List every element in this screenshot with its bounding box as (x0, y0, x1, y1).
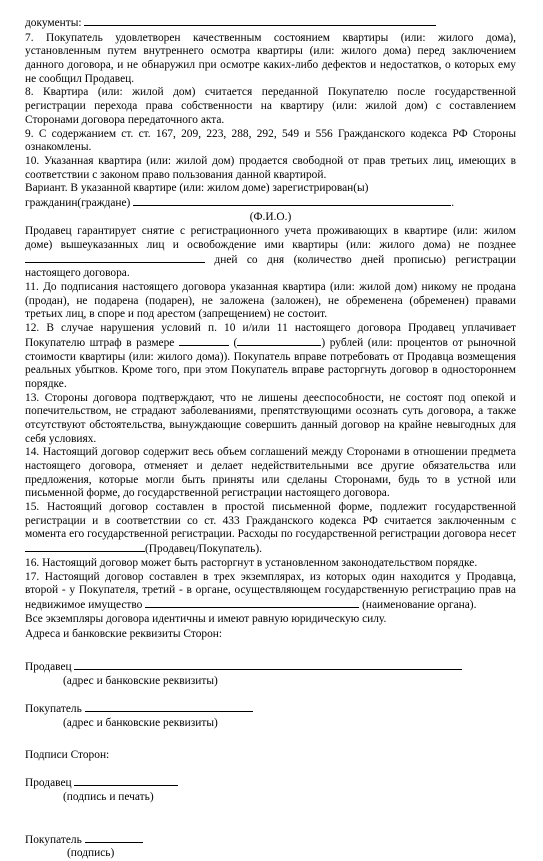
clause-10: 10. Указанная квартира (или: жилой дом) продается свободной от прав третьих лиц, имеющих в соответствии с законом право пользования данной квартирой. (25, 154, 516, 181)
buyer-signature-line (25, 833, 516, 848)
seller-requisites-line (25, 660, 516, 675)
clause-7: 7. Покупатель удовлетворен качественным состоянием квартиры (или: жилого дома), установленным путем внутреннего осмотра квартиры (или: жилого дома) перед заключением данного договора, и не обнаружил при осмотре каких-либо дефектов и недостатков, о которых ему не сообщил Продавец. (25, 31, 516, 85)
seller-guarantee (25, 225, 516, 281)
payer-blank (25, 542, 145, 552)
clause-12-text-c: ) рублей (или: процентов от рыночной стоимости квартиры (или: жилого дома)). Покупатель вправе потребовать от Продавца возмещения реальных убытков. Кроме того, при этом Покупатель вправе расторгнуть договор в одностороннем порядке. (25, 336, 516, 390)
seller-signature-line (25, 776, 516, 791)
fine-words-blank (237, 336, 321, 346)
buyer-requisites-label: Покупатель (25, 703, 82, 716)
clause-17-text-c: (наименование органа). (362, 598, 477, 611)
fine-amount-blank (179, 336, 229, 346)
authority-blank (145, 598, 359, 608)
seller-signature-blank (74, 776, 178, 786)
seller-requisites-caption: (адрес и банковские реквизиты) (63, 674, 218, 687)
seller-requisites-blank (74, 660, 462, 670)
buyer-signature-blank (85, 833, 143, 843)
clause-8: 8. Квартира (или: жилой дом) считается переданной Покупателю после государственной регистрации перехода права собственности на квартиру (или: жилой дом) с составлением Сторонами договора передаточного акта. (25, 86, 516, 126)
documents-label: документы: (25, 17, 82, 29)
clause-15-text-b: несет (489, 528, 516, 541)
seller-requisites-label: Продавец (25, 660, 72, 673)
clause-15 (25, 501, 516, 557)
clause-9: 9. С содержанием ст. ст. 167, 209, 223, 288, 292, 549 и 556 Гражданского кодекса РФ Стороны ознакомлены. (25, 127, 516, 154)
clause-16: 16. Настоящий договор может быть расторгнут в установленном законодательством порядке. (25, 556, 478, 569)
clause-17 (25, 571, 516, 613)
days-blank (25, 253, 205, 263)
buyer-signature-label: Покупатель (25, 833, 82, 846)
clause-14: 14. Настоящий договор содержит весь объем соглашений между Сторонами в отношении предмета настоящего договора, отменяет и делает недействительными все другие обязательства или предложения, которые могли быть приняты или сделаны Сторонами, будь то в устной или письменной форме, до государственной регистрации настоящего договора. (25, 446, 516, 500)
buyer-requisites-line (25, 702, 516, 717)
clause-12 (25, 322, 516, 391)
citizens-label: гражданин(граждане) (25, 196, 131, 209)
clause-12-paren: ( (233, 336, 238, 349)
documents-line (25, 16, 516, 31)
clause-11: 11. До подписания настоящего договора указанная квартира (или: жилой дом) никому не продана (продан), не подарена (подарен), не заложена (заложен), не обременена (обременен) правами третьих лиц, в споре и под арестом (запрещением) не состоит. (25, 281, 516, 321)
requisites-block (25, 660, 516, 731)
clause-17-text-b: имущество (88, 598, 143, 611)
signatures-block (25, 776, 516, 861)
clause-15-text-a: 15. Настоящий договор составлен в простой письменной форме, подлежит государственной регистрации и в соответствии со ст. 433 Гражданского кодекса РФ считается заключенным с момента его государственной регистрации. Расходы по государственной регистрации договора (25, 501, 516, 541)
citizens-end-dot: . (451, 196, 455, 209)
signatures-title: Подписи Сторон: (25, 748, 110, 761)
buyer-requisites-blank (85, 702, 253, 712)
clause-13: 13. Стороны договора подтверждают, что не лишены дееспособности, не состоят под опекой и попечительством, не страдают заболеваниями, препятствующими осознать суть договора, а также отсутствуют обстоятельства, вынуждающие совершить данный договор на крайне невыгодных для себя условиях. (25, 391, 516, 445)
buyer-requisites-caption: (адрес и банковские реквизиты) (63, 717, 218, 729)
citizens-blank (133, 196, 451, 206)
clause-15-text-c: (Продавец/Покупатель). (145, 543, 262, 556)
buyer-signature-caption: (подпись) (67, 847, 115, 860)
seller-guarantee-text: Продавец гарантирует снятие с регистрационного учета проживающих в квартире (или: жилом доме) вышеуказанных лиц и освобождение ими квартиры (или: жилого дома) не позднее (25, 225, 516, 251)
clause-17-text-a: 17. Настоящий договор составлен в трех экземплярах, из которых один находится у Продавца, второй - у Покупателя, третий - в органе, осуществляющем государственную регистрацию прав на недвижимое (25, 570, 516, 611)
copies-statement: Все экземпляры договора идентичны и имеют равную юридическую силу. (25, 612, 387, 625)
citizens-line (25, 196, 516, 211)
variant-line: Вариант. В указанной квартире (или: жилом доме) зарегистрирован(ы) (25, 182, 369, 195)
seller-signature-caption: (подпись и печать) (63, 791, 154, 804)
fio-caption: (Ф.И.О.) (249, 210, 292, 223)
requisites-title: Адреса и банковские реквизиты Сторон: (25, 628, 223, 641)
documents-blank (84, 16, 436, 26)
seller-guarantee-text-2: дней со дня (количество дней прописью) регистрации настоящего договора. (25, 253, 516, 280)
clause-12-text-a: 12. В случае нарушения условий п. 10 и/или 11 настоящего договора Продавец уплачивает Покупателю штраф в размере (25, 322, 516, 349)
seller-signature-label: Продавец (25, 777, 72, 790)
